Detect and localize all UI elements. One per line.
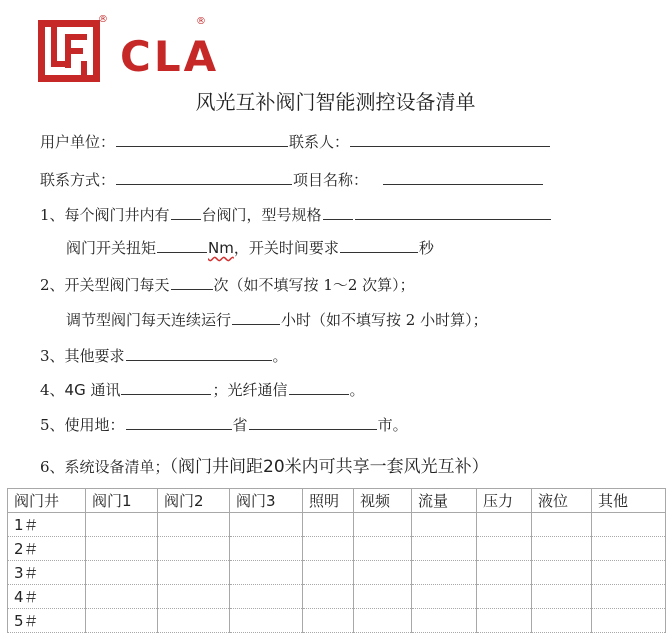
- table-cell[interactable]: [303, 609, 354, 633]
- table-cell[interactable]: [303, 585, 354, 609]
- item3-prefix: 3、其他要求: [40, 347, 125, 365]
- contact-method-label: 联系方式：: [40, 171, 116, 189]
- equipment-table: [7, 488, 666, 633]
- col-header: 流量: [412, 489, 477, 513]
- daily-count-blank[interactable]: [171, 275, 213, 290]
- table-cell[interactable]: [592, 513, 666, 537]
- line-user-unit: [40, 131, 551, 152]
- table-cell[interactable]: [86, 561, 158, 585]
- table-cell[interactable]: [532, 513, 592, 537]
- contact-method-blank[interactable]: [116, 170, 292, 185]
- table-cell[interactable]: [230, 561, 303, 585]
- table-cell[interactable]: [592, 537, 666, 561]
- contact-person-label: 联系人：: [289, 133, 350, 151]
- valve-count-blank[interactable]: [171, 205, 201, 220]
- city-blank[interactable]: [249, 415, 377, 430]
- contact-person-blank[interactable]: [350, 132, 550, 147]
- row-label: 3＃: [8, 561, 86, 585]
- line-torque: [66, 237, 434, 258]
- reg-prefix: 调节型阀门每天连续运行: [66, 311, 232, 329]
- table-cell[interactable]: [477, 585, 532, 609]
- item6-note: （阀门井间距20米内可共享一套风光互补）: [169, 457, 489, 477]
- item4-4g: 4G 通讯: [64, 381, 121, 399]
- table-cell[interactable]: [158, 561, 230, 585]
- switch-time-blank[interactable]: [340, 238, 418, 253]
- table-cell[interactable]: [354, 537, 412, 561]
- table-row: [8, 537, 666, 561]
- col-header: 液位: [532, 489, 592, 513]
- table-cell[interactable]: [592, 561, 666, 585]
- registered-mark: ®: [98, 14, 108, 25]
- table-cell[interactable]: [230, 609, 303, 633]
- line-item-5: [40, 414, 408, 435]
- row-label: 2＃: [8, 537, 86, 561]
- table-row: [8, 609, 666, 633]
- other-requirements-blank[interactable]: [126, 346, 272, 361]
- item2-suffix: 次（如不填写按 1～2 次算）；: [213, 276, 415, 294]
- table-cell[interactable]: [532, 561, 592, 585]
- col-header: 其他: [592, 489, 666, 513]
- table-row: [8, 561, 666, 585]
- line-regulating: [66, 309, 488, 330]
- torque-blank[interactable]: [157, 238, 207, 253]
- col-header: 阀门1: [86, 489, 158, 513]
- line-item-1: [40, 204, 552, 225]
- table-cell[interactable]: [412, 585, 477, 609]
- table-cell[interactable]: [412, 537, 477, 561]
- col-header: 照明: [303, 489, 354, 513]
- table-cell[interactable]: [303, 513, 354, 537]
- registered-mark-brand: ®: [196, 16, 206, 27]
- line-item-6: [40, 452, 489, 477]
- table-cell[interactable]: [230, 537, 303, 561]
- item4-suffix: 。: [349, 381, 365, 399]
- table-cell[interactable]: [477, 537, 532, 561]
- brand-name: CLA: [120, 32, 220, 81]
- col-header: 阀门2: [158, 489, 230, 513]
- user-unit-blank[interactable]: [116, 132, 288, 147]
- reg-suffix: 小时（如不填写按 2 小时算）；: [281, 311, 488, 329]
- table-row: [8, 585, 666, 609]
- row-label: 1＃: [8, 513, 86, 537]
- table-cell[interactable]: [354, 585, 412, 609]
- item1-mid: 台阀门，型号规格: [201, 206, 322, 224]
- line-item-3: [40, 345, 288, 366]
- item6-label: 6、系统设备清单；: [40, 458, 170, 476]
- table-cell[interactable]: [158, 609, 230, 633]
- col-header: 压力: [477, 489, 532, 513]
- 4g-blank[interactable]: [121, 380, 211, 395]
- item5-province: 省: [232, 416, 248, 434]
- table-cell[interactable]: [354, 513, 412, 537]
- table-cell[interactable]: [158, 585, 230, 609]
- project-name-blank[interactable]: [383, 170, 543, 185]
- table-cell[interactable]: [532, 537, 592, 561]
- table-cell[interactable]: [592, 585, 666, 609]
- table-cell[interactable]: [230, 585, 303, 609]
- table-cell[interactable]: [412, 609, 477, 633]
- col-header: 视频: [354, 489, 412, 513]
- model-blank-long[interactable]: [355, 205, 551, 220]
- item4-prefix: 4、: [40, 381, 65, 399]
- company-logo: [38, 20, 100, 82]
- province-blank[interactable]: [126, 415, 232, 430]
- fiber-blank[interactable]: [289, 380, 349, 395]
- table-cell[interactable]: [477, 609, 532, 633]
- item4-mid: ；光纤通信: [212, 381, 288, 399]
- col-header: 阀门3: [230, 489, 303, 513]
- table-cell[interactable]: [532, 585, 592, 609]
- table-cell[interactable]: [592, 609, 666, 633]
- torque-prefix: 阀门开关扭矩: [66, 239, 157, 257]
- table-cell[interactable]: [477, 513, 532, 537]
- table-row: [8, 513, 666, 537]
- table-cell[interactable]: [86, 537, 158, 561]
- table-cell[interactable]: [303, 537, 354, 561]
- model-blank-short[interactable]: [323, 205, 353, 220]
- row-label: 5＃: [8, 609, 86, 633]
- table-cell[interactable]: [412, 513, 477, 537]
- time-unit: 秒: [418, 239, 434, 257]
- table-cell[interactable]: [303, 561, 354, 585]
- table-cell[interactable]: [158, 537, 230, 561]
- item3-suffix: 。: [272, 347, 288, 365]
- table-cell[interactable]: [354, 609, 412, 633]
- table-cell[interactable]: [230, 513, 303, 537]
- item5-city: 市。: [377, 416, 408, 434]
- row-label: 4＃: [8, 585, 86, 609]
- table-cell[interactable]: [86, 513, 158, 537]
- table-cell[interactable]: [477, 561, 532, 585]
- table-cell[interactable]: [354, 561, 412, 585]
- user-unit-label: 用户单位：: [40, 133, 116, 151]
- col-header: 阀门井: [8, 489, 86, 513]
- table-cell[interactable]: [86, 585, 158, 609]
- table-cell[interactable]: [532, 609, 592, 633]
- table-cell[interactable]: [158, 513, 230, 537]
- item5-prefix: 5、使用地：: [40, 416, 125, 434]
- table-cell[interactable]: [86, 609, 158, 633]
- item2-prefix: 2、开关型阀门每天: [40, 276, 170, 294]
- line-item-4: [40, 379, 365, 400]
- item1-prefix: 1、每个阀门井内有: [40, 206, 170, 224]
- table-header-row: [8, 489, 666, 513]
- table-cell[interactable]: [412, 561, 477, 585]
- torque-unit: Nm: [208, 239, 234, 257]
- page-title: 风光互补阀门智能测控设备清单: [195, 90, 476, 114]
- line-contact-method: [40, 169, 544, 190]
- line-item-2: [40, 274, 415, 295]
- torque-mid: ，开关时间要求: [233, 239, 339, 257]
- daily-hours-blank[interactable]: [232, 310, 280, 325]
- project-name-label: 项目名称：: [293, 171, 369, 189]
